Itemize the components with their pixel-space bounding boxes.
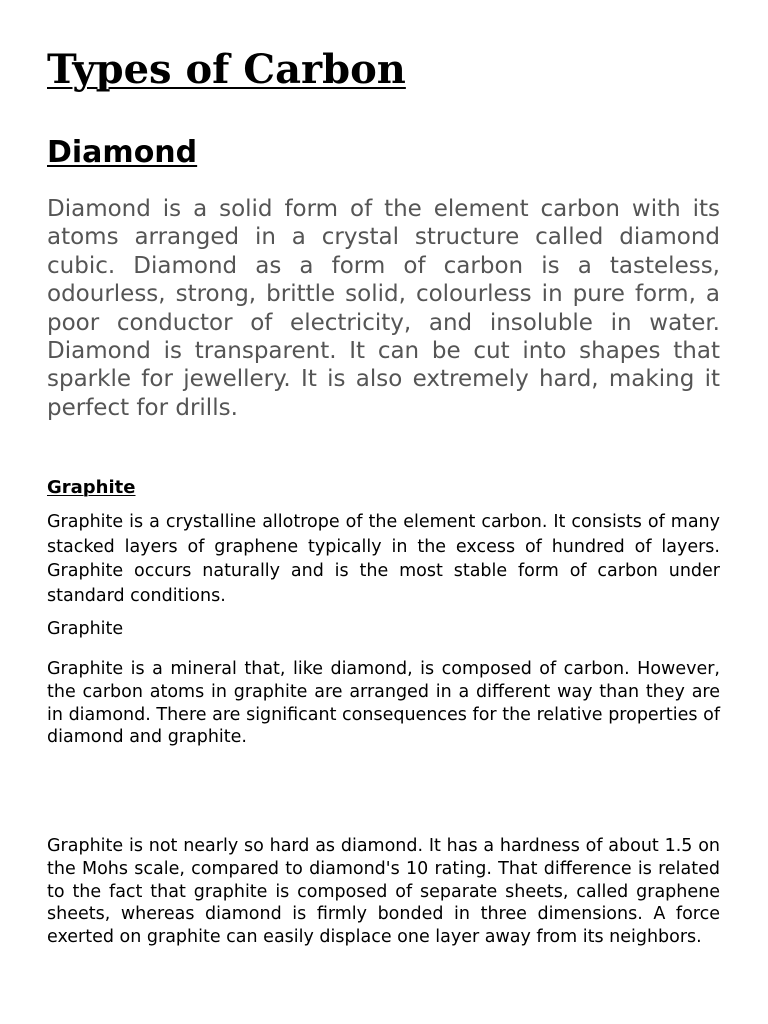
graphite-paragraph-3: Graphite is not nearly so hard as diamond. It has a hardness of about 1.5 on the Mohs scale, compared to diamond's 10 rating. That difference is related to the fact that graphite is composed of separate sheets, called graphene sheets, whereas diamond is firmly bonded in three dimensions. A force exerted on graphite can easily displace one layer away from its neighbors. bbox=[47, 836, 720, 948]
document-title: Types of Carbon bbox=[47, 46, 406, 93]
graphite-paragraph-2: Graphite is a mineral that, like diamond, is composed of carbon. However, the carbon atoms in graphite are arranged in a different way than they are in diamond. There are significant consequences for the relative properties of diamond and graphite. bbox=[47, 659, 720, 748]
section-heading-graphite: Graphite bbox=[47, 477, 136, 498]
graphite-paragraph-1: Graphite is a crystalline allotrope of the element carbon. It consists of many stacked layers of graphene typically in the excess of hundred of layers. Graphite occurs naturally and is the most stable form of carbon under standard conditions. bbox=[47, 512, 720, 606]
diamond-paragraph: Diamond is a solid form of the element carbon with its atoms arranged in a crystal structure called diamond cubic. Diamond as a form of carbon is a tasteless, odourless, strong, brittle solid, colourless in pure form, a poor conductor of electricity, and insoluble in water. Diamond is transparent. It can be cut into shapes that sparkle for jewellery. It is also extremely hard, making it perfect for drills. bbox=[47, 196, 720, 421]
graphite-label: Graphite bbox=[47, 619, 124, 639]
section-heading-diamond: Diamond bbox=[47, 135, 198, 170]
